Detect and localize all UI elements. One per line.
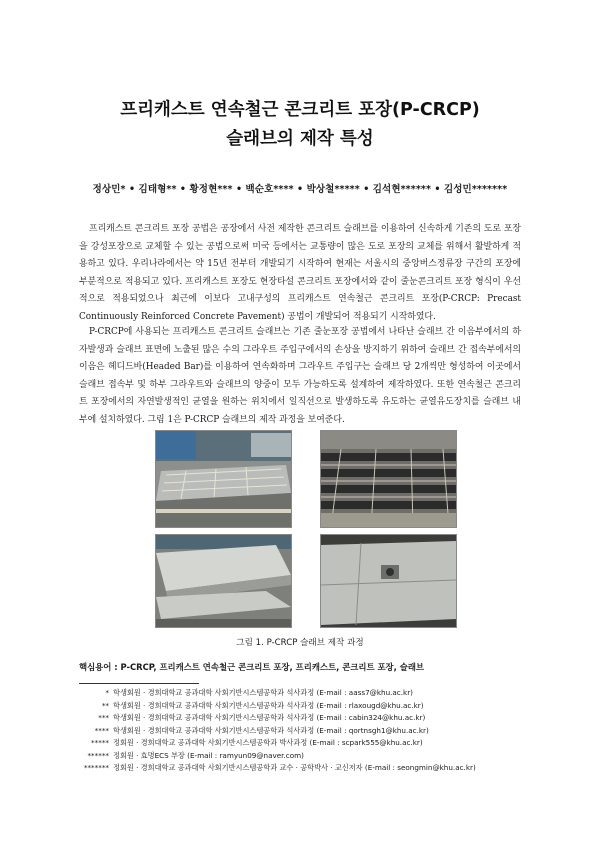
footnote-text: 정회원 · 경희대학교 공과대학 사회기반시스템공학과 교수 · 공학박사 · 교신저자 (E-mail : seongmin@khu.ac.kr): [113, 763, 476, 772]
figure-photo-rebar: [320, 430, 457, 528]
footnote: [79, 700, 529, 713]
footnote-mark: *******: [83, 763, 109, 772]
figure-photo-formwork: [155, 430, 292, 528]
footnote-mark: ***: [98, 713, 109, 722]
footnote: [79, 687, 529, 700]
footnote-text: 학생회원 · 경희대학교 공과대학 사회기반시스템공학과 석사과정 (E-mail : rlaxougd@khu.ac.kr): [113, 700, 424, 710]
footnote-divider: [79, 683, 199, 684]
footnote-text: 학생회원 · 경희대학교 공과대학 사회기반시스템공학과 석사과정 (E-mail : aass7@khu.ac.kr): [113, 688, 413, 697]
footnote-text: 정회원 · 경희대학교 공과대학 사회기반시스템공학과 박사과정 (E-mail : scpark555@khu.ac.kr): [113, 738, 423, 747]
footnote: [79, 750, 529, 763]
footnote-mark: ******: [87, 750, 109, 760]
keywords: 핵심용어 : P-CRCP, 프리캐스트 연속철근 콘크리트 포장, 프리캐스트, 콘크리트 포장, 슬래브: [79, 662, 425, 672]
figure-caption: 그림 1. P-CRCP 슬래브 제작 과정: [236, 638, 364, 648]
footnote-text: 정회원 · 효명ECS 부장 (E-mail : ramyun09@naver.com): [113, 750, 304, 760]
footnote-mark: *****: [91, 738, 109, 747]
paper-title-line2: 슬래브의 제작 특성: [226, 129, 374, 149]
footnote: [79, 712, 529, 725]
figure-photo-grout-port: [320, 534, 457, 628]
body-paragraph-2: P-CRCP에 사용되는 프리캐스트 콘크리트 슬래브는 기존 줄눈포장 공법에서 나타난 슬래브 간 이음부에서의 하자발생과 슬래브 표면에 노출된 많은 수의 그라우트 주입구에서의 손상을 방지하기 위하여 슬래브 간 접속부에서의 이음은 헤디드바(Headed Bar)를 이용하여 연속화하며 그라우트 주입구는 슬래브 당 2개씩만 형성하여 이곳에서 슬래브 접속부 및 하부 그라우트와 슬래브의 양중이 모두 가능하도록 설계하여 제작하였다. 또한 연속철근 콘크리트 포장에서의 자연발생적인 균열을 원하는 위치에서 일직선으로 발생하도록 유도하는 균열유도장치를 슬래브 내부에 설치하였다. 그림 1은 P-CRCP 슬래브의 제작 과정을 보여준다.: [79, 327, 521, 425]
figure-photo-cast-slab: [155, 534, 292, 628]
footnote-mark: **: [101, 700, 109, 710]
footnote: [79, 762, 529, 775]
footnotes: [79, 687, 529, 775]
footnote-text: 학생회원 · 경희대학교 공과대학 사회기반시스템공학과 석사과정 (E-mail : cabin324@khu.ac.kr): [113, 713, 426, 722]
footnote: [79, 737, 529, 750]
body-paragraph-1: 프리캐스트 콘크리트 포장 공법은 공장에서 사전 제작한 콘크리트 슬래브를 이용하여 신속하게 기존의 도로 포장을 강성포장으로 교체할 수 있는 공법으로써 미국 등에서는 교통량이 많은 도로 포장의 교체를 위해서 활발하게 적용하고 있다. 우리나라에서는 약 15년 전부터 개발되기 시작하여 현재는 서울시의 중앙버스정류장 구간의 포장에 부분적으로 적용되고 있다. 프리캐스트 포장도 현장타설 콘크리트 포장에서와 같이 줄눈콘크리트 포장 형식이 우선적으로 적용되었으나 최근에 이보다 고내구성의 프리캐스트 연속철근 콘크리트 포장(P-CRCP: Precast Continuously Reinforced Concrete Pavement) 공법이 개발되어 적용되기 시작하였다.: [79, 224, 521, 322]
paper-title-line1: 프리캐스트 연속철근 콘크리트 포장(P-CRCP): [120, 100, 480, 120]
author-list: 정상민* • 김태형** • 황정현*** • 백순호**** • 박상철***** • 김석현****** • 김성민*******: [92, 184, 508, 195]
footnote-text: 학생회원 · 경희대학교 공과대학 사회기반시스템공학과 석사과정 (E-mail : qortnsgh1@khu.ac.kr): [113, 725, 429, 735]
footnote-mark: ****: [94, 725, 109, 735]
footnote: [79, 725, 529, 738]
footnote-mark: *: [105, 688, 109, 697]
